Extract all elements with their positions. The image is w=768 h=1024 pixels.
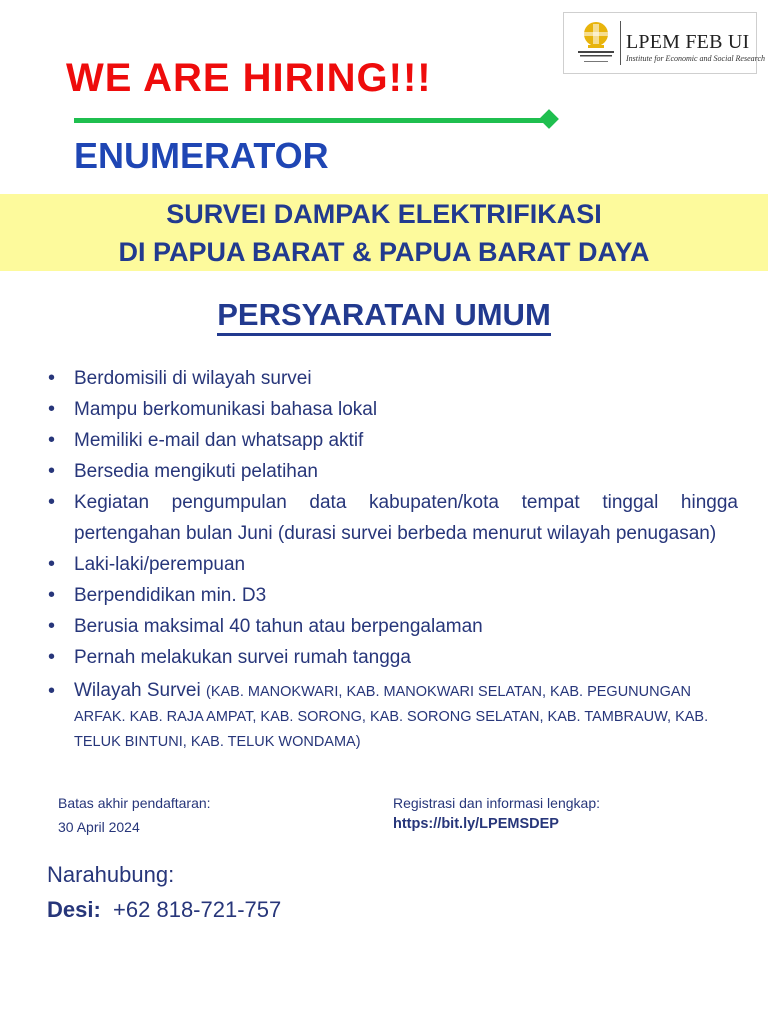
bullet-icon: • <box>48 553 56 575</box>
bullet-icon: • <box>48 429 56 451</box>
list-item: • Kegiatan pengumpulan data kabupaten/kota tempat tinggal hingga pertengahan bulan Juni (durasi survei berbeda menurut wilayah penugasan) <box>48 487 738 549</box>
contact-info: Desi: +62 818-721-757 <box>47 897 282 922</box>
green-diamond-icon <box>539 109 559 129</box>
requirements-heading-text: PERSYARATAN UMUM <box>217 297 551 336</box>
list-item: • Mampu berkomunikasi bahasa lokal <box>48 394 738 425</box>
contact-name: Desi <box>47 897 94 922</box>
list-item: • Memiliki e-mail dan whatsapp aktif <box>48 425 738 456</box>
list-item: • Berpendidikan min. D3 <box>48 580 738 611</box>
requirements-heading <box>0 297 768 333</box>
hiring-headline: WE ARE HIRING!!! <box>66 56 432 100</box>
registration-link[interactable]: https://bit.ly/LPEMSDEP <box>393 816 559 832</box>
region-detail: (KAB. MANOKWARI, KAB. MANOKWARI SELATAN, KAB. PEGUNUNGAN ARFAK. KAB. RAJA AMPAT, KAB. SORONG, KAB. SORONG SELATAN, KAB. TAMBRAUW, KAB. TELUK BINTUNI, KAB. TELUK WONDAMA) <box>74 684 709 750</box>
lpem-logo <box>563 12 766 74</box>
bullet-icon: • <box>48 491 56 513</box>
list-item-region <box>48 673 738 754</box>
bullet-icon: • <box>48 367 56 389</box>
survey-title-line2: DI PAPUA BARAT & PAPUA BARAT DAYA <box>118 237 650 267</box>
region-title: Wilayah Survei <box>74 680 201 701</box>
bullet-icon: • <box>48 398 56 420</box>
list-item: • Berusia maksimal 40 tahun atau berpengalaman <box>48 611 738 642</box>
list-item: • Berdomisili di wilayah survei <box>48 363 738 394</box>
contact-phone[interactable]: +62 818-721-757 <box>113 897 282 922</box>
green-divider-line <box>74 118 544 123</box>
deadline-date: 30 April 2024 <box>58 819 140 835</box>
list-item: • Pernah melakukan survei rumah tangga <box>48 642 738 673</box>
contact-label: Narahubung: <box>47 862 175 887</box>
logo-name: LPEM FEB UI <box>626 31 750 53</box>
bullet-icon: • <box>48 680 56 702</box>
logo-divider <box>620 21 621 65</box>
requirements-list <box>48 363 738 754</box>
bullet-icon: • <box>48 460 56 482</box>
bullet-icon: • <box>48 584 56 606</box>
list-item: • Laki-laki/perempuan <box>48 549 738 580</box>
survey-title-line1: SURVEI DAMPAK ELEKTRIFIKASI <box>166 199 602 229</box>
logo-subtitle: Institute for Economic and Social Research <box>626 54 766 63</box>
university-emblem-icon <box>574 19 618 67</box>
list-item: • Bersedia mengikuti pelatihan <box>48 456 738 487</box>
bullet-icon: • <box>48 646 56 668</box>
deadline-label: Batas akhir pendaftaran: <box>58 795 211 811</box>
position-title: ENUMERATOR <box>74 135 329 176</box>
registration-label: Registrasi dan informasi lengkap: <box>393 795 600 811</box>
bullet-icon: • <box>48 615 56 637</box>
